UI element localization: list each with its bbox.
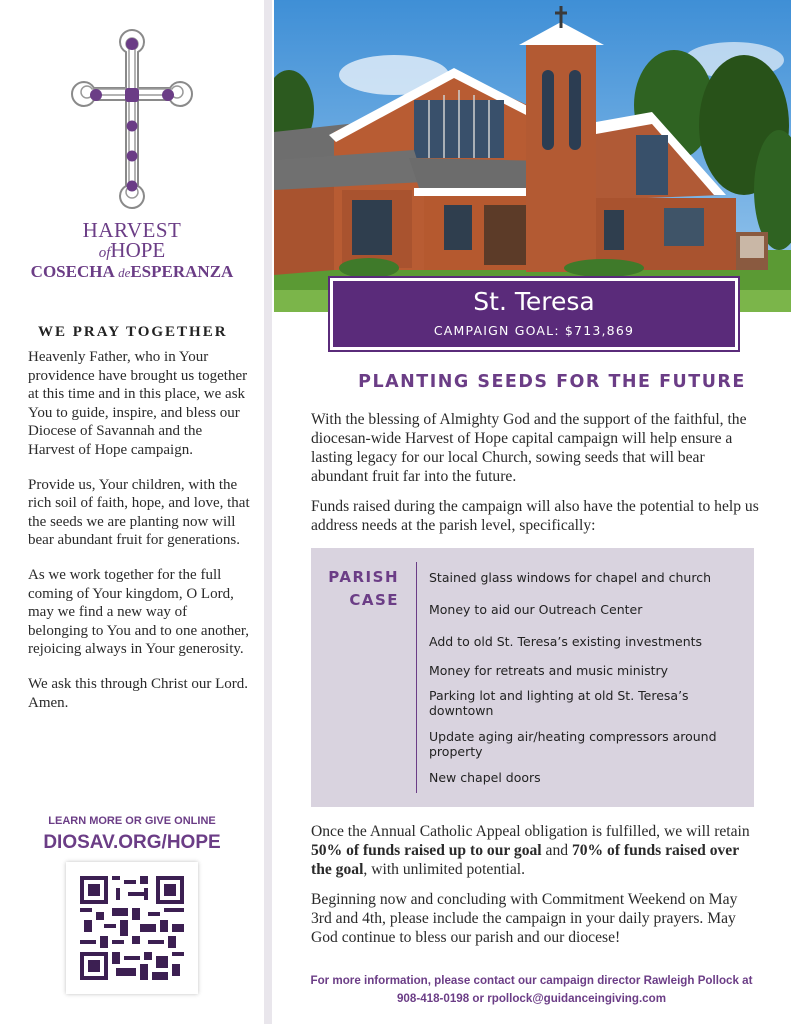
retain-text: and <box>541 842 572 859</box>
logo-of-hope <box>0 238 264 263</box>
retain-text: , with unlimited potential. <box>363 861 525 878</box>
retain-paragraph <box>311 822 761 879</box>
retain-over-goal: 70% of funds raised over the goal <box>311 842 739 878</box>
contact-line-1: For more information, please contact our campaign director Rawleigh Pollock at <box>310 974 753 987</box>
list-item: Add to old St. Teresa’s existing investments <box>429 634 703 649</box>
list-item: Stained glass windows for chapel and church <box>429 570 712 585</box>
list-item: Parking lot and lighting at old St. Teresa’s downtown <box>429 688 689 718</box>
learn-more-label: LEARN MORE OR GIVE ONLINE <box>48 815 216 827</box>
list-item: Update aging air/heating compressors around property <box>429 729 717 759</box>
logo-cosecha-de-esperanza <box>0 262 264 282</box>
cross-icon <box>64 28 200 214</box>
section-headline: PLANTING SEEDS FOR THE FUTURE <box>358 372 746 392</box>
contact-line-2[interactable]: 908-418-0198 or rpollock@guidanceingiving.com <box>396 992 667 1005</box>
logo-hope: HOPE <box>110 238 166 262</box>
prayer-paragraph: Heavenly Father, who in Your providence have brought us together at this time and in this place, we ask You to guide, inspire, and bless our Diocese of Savannah and the Harvest of Hope campaign. <box>28 349 248 458</box>
church-photo <box>274 0 791 312</box>
logo-harvest: HARVEST <box>82 218 182 242</box>
funds-paragraph: Funds raised during the campaign will also have the potential to help us address needs at the parish level, specifically: <box>311 498 759 534</box>
campaign-goal: CAMPAIGN GOAL: $713,869 <box>433 323 635 338</box>
retain-up-to-goal: 50% of funds raised up to our goal <box>311 842 542 859</box>
parish-case-divider <box>416 562 417 793</box>
parish-banner <box>330 278 738 350</box>
main-content <box>272 0 791 1024</box>
prayer-paragraph: As we work together for the full coming of Your kingdom, O Lord, may we find a new way of belonging to You and to one another, rejoicing always in Your generosity. <box>28 566 250 658</box>
parish-case-label-line2: CASE <box>349 591 399 609</box>
qr-code <box>66 862 198 994</box>
logo-of: of <box>98 245 111 261</box>
intro-paragraph: With the blessing of Almighty God and the support of the faithful, the diocesan-wide Harvest of Hope capital campaign will help ensure a lasting legacy for our local Church, sowing seeds that will bear abundant fruit far into the future. <box>311 411 747 485</box>
prayer-paragraph: Provide us, Your children, with the rich soil of faith, hope, and love, that the seeds we are planting now will bear abundant fruit for generations. <box>28 476 250 549</box>
parish-case-label <box>311 566 399 612</box>
website-link[interactable]: DIOSAV.ORG/HOPE <box>43 832 221 853</box>
list-item: New chapel doors <box>429 770 541 785</box>
prayer-text <box>28 348 250 728</box>
prayer-heading: WE PRAY TOGETHER <box>38 324 228 340</box>
contact-info <box>272 972 791 1008</box>
logo-de: de <box>118 265 131 280</box>
qr-code-icon <box>80 876 184 980</box>
closing-paragraph: Beginning now and concluding with Commitment Weekend on May 3rd and 4th, please include the campaign in your daily prayers. May God continue to bless our parish and our diocese! <box>311 891 738 946</box>
list-item: Money for retreats and music ministry <box>429 663 669 678</box>
parish-name: St. Teresa <box>473 287 595 316</box>
logo-esperanza: ESPERANZA <box>130 262 234 281</box>
retain-text: Once the Annual Catholic Appeal obligation is fulfilled, we will retain <box>311 823 750 840</box>
parish-case-box <box>311 548 754 807</box>
parish-case-label-line1: PARISH <box>328 568 399 586</box>
logo-cosecha: COSECHA <box>30 262 114 281</box>
list-item: Money to aid our Outreach Center <box>429 602 643 617</box>
sidebar <box>0 0 272 1024</box>
prayer-paragraph: We ask this through Christ our Lord. Amen. <box>28 675 249 711</box>
